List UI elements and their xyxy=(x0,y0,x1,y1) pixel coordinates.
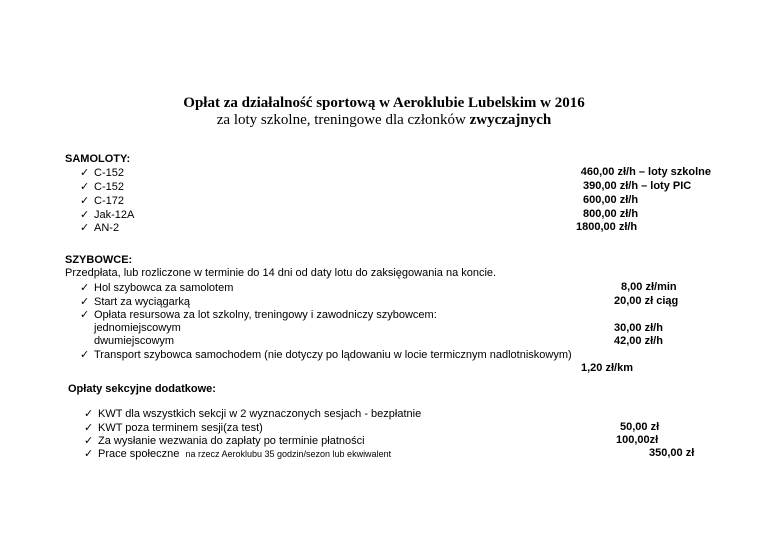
check-icon: ✓ xyxy=(80,309,90,321)
document-title: Opłat za działalność sportową w Aeroklubie Lubelskim w 2016 xyxy=(183,95,585,111)
szybowce-heading: SZYBOWCE: xyxy=(65,254,133,266)
samoloty-price: 600,00 zł/h xyxy=(583,194,639,206)
check-icon: ✓ xyxy=(84,435,94,447)
check-icon: ✓ xyxy=(80,181,90,193)
check-icon: ✓ xyxy=(80,349,90,361)
dodatkowe-heading: Opłaty sekcyjne dodatkowe: xyxy=(68,383,216,395)
item-label: KWT dla wszystkich sekcji w 2 wyznaczonych sesjach - bezpłatnie xyxy=(98,408,422,420)
item-note: na rzecz Aeroklubu 35 godzin/sezon lub ekwiwalent xyxy=(185,449,392,459)
samoloty-item xyxy=(80,208,134,221)
szybowce-price: 1,20 zł/km xyxy=(581,362,633,374)
samoloty-price: 460,00 zł/h – loty szkolne xyxy=(580,166,711,178)
item-label: Za wysłanie wezwania do zapłaty po terminie płatności xyxy=(98,435,365,447)
samoloty-item xyxy=(80,180,124,193)
item-label: C-152 xyxy=(94,181,124,193)
samoloty-price: 1800,00 zł/h xyxy=(576,221,638,233)
item-label: C-152 xyxy=(94,167,124,179)
check-icon: ✓ xyxy=(80,296,90,308)
dodatkowe-item xyxy=(84,434,365,447)
check-icon: ✓ xyxy=(80,167,90,179)
check-icon: ✓ xyxy=(84,448,94,460)
szybowce-item xyxy=(80,281,233,294)
samoloty-heading: SAMOLOTY: xyxy=(65,153,131,165)
szybowce-price: 20,00 zł ciąg xyxy=(614,295,679,307)
item-label: Prace społeczne xyxy=(98,448,180,460)
samoloty-item xyxy=(80,166,124,179)
szybowce-price: 42,00 zł/h xyxy=(614,335,663,347)
dodatkowe-item xyxy=(84,421,263,434)
szybowce-item xyxy=(80,348,572,361)
item-label: Start za wyciągarką xyxy=(94,296,190,308)
dodatkowe-price: 50,00 zł xyxy=(620,421,660,433)
item-label: Transport szybowca samochodem (nie dotyczy po lądowaniu w locie termicznym nadlotniskowym) xyxy=(94,349,572,361)
szybowce-item xyxy=(80,308,437,321)
document-subtitle xyxy=(0,112,768,129)
item-label: KWT poza terminem sesji(za test) xyxy=(98,422,263,434)
samoloty-price: 390,00 zł/h – loty PIC xyxy=(583,180,692,192)
szybowce-subitem: dwumiejscowym xyxy=(94,335,175,347)
dodatkowe-price: 100,00zł xyxy=(616,434,659,446)
samoloty-item xyxy=(80,221,119,234)
item-label: AN-2 xyxy=(94,222,120,234)
check-icon: ✓ xyxy=(84,422,94,434)
check-icon: ✓ xyxy=(84,408,94,420)
subtitle-text: za loty szkolne, treningowe dla członków xyxy=(216,112,466,128)
item-label: C-172 xyxy=(94,195,124,207)
subtitle-emphasis: zwyczajnych xyxy=(469,112,552,128)
dodatkowe-price: 350,00 zł xyxy=(649,447,695,459)
check-icon: ✓ xyxy=(80,195,90,207)
item-label: Opłata resursowa za lot szkolny, treningowy i zawodniczy szybowcem: xyxy=(94,309,437,321)
szybowce-note: Przedpłata, lub rozliczone w terminie do 14 dni od daty lotu do zaksięgowania na koncie. xyxy=(65,267,497,279)
szybowce-item xyxy=(80,295,190,308)
szybowce-price: 8,00 zł/min xyxy=(621,281,677,293)
check-icon: ✓ xyxy=(80,222,90,234)
szybowce-price: 30,00 zł/h xyxy=(614,322,663,334)
check-icon: ✓ xyxy=(80,209,90,221)
dodatkowe-item xyxy=(84,407,421,420)
szybowce-subitem: jednomiejscowym xyxy=(94,322,181,334)
check-icon: ✓ xyxy=(80,282,90,294)
item-label: Jak-12A xyxy=(94,209,135,221)
samoloty-item xyxy=(80,194,124,207)
samoloty-price: 800,00 zł/h xyxy=(583,208,639,220)
item-label: Hol szybowca za samolotem xyxy=(94,282,234,294)
dodatkowe-item xyxy=(84,447,391,460)
